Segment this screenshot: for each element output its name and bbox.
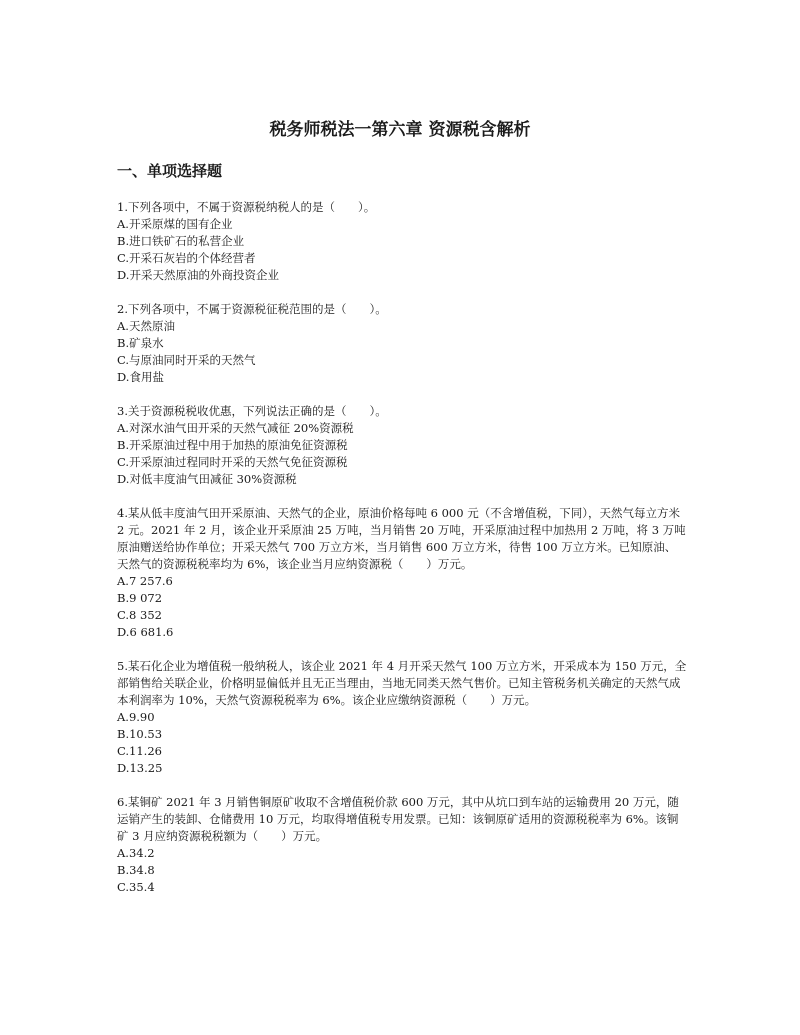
option-a: A.天然原油 — [117, 319, 175, 333]
option-b: B.9 072 — [117, 591, 163, 605]
option-b: B.进口铁矿石的私营企业 — [117, 234, 245, 248]
option-a: A.9.90 — [117, 710, 155, 724]
option-a: A.对深水油气田开采的天然气减征 20%资源税 — [117, 421, 354, 435]
question-1 — [117, 199, 687, 284]
question-list — [117, 199, 687, 913]
question-3 — [117, 403, 687, 488]
option-b: B.矿泉水 — [117, 336, 164, 350]
question-4 — [117, 505, 687, 641]
option-d: D.13.25 — [117, 761, 163, 775]
question-6 — [117, 794, 687, 896]
option-a: A.34.2 — [117, 846, 155, 860]
option-d: D.6 681.6 — [117, 625, 174, 639]
option-c: C.开采原油过程同时开采的天然气免征资源税 — [117, 455, 348, 469]
option-d: D.食用盐 — [117, 370, 164, 384]
option-b: B.34.8 — [117, 863, 155, 877]
question-stem: 6.某铜矿 2021 年 3 月销售铜原矿收取不含增值税价款 600 万元，其中从坑口到车站的运输费用 20 万元，随运销产生的装卸、仓储费用 10 万元，均取得增值税专用发票。已知：该铜原矿适用的资源税税率为 6%。该铜矿 3 月应纳资源税税额为（ ）万元。 — [117, 795, 679, 843]
question-stem: 3.关于资源税税收优惠，下列说法正确的是（ ）。 — [117, 404, 387, 418]
question-2 — [117, 301, 687, 386]
option-c: C.8 352 — [117, 608, 162, 622]
option-d: D.开采天然原油的外商投资企业 — [117, 268, 279, 282]
option-c: C.11.26 — [117, 744, 162, 758]
option-c: C.与原油同时开采的天然气 — [117, 353, 256, 367]
question-stem: 5.某石化企业为增值税一般纳税人，该企业 2021 年 4 月开采天然气 100 万立方米，开采成本为 150 万元，全部销售给关联企业，价格明显偏低并且无正当理由，当地无同类天然气售价。已知主管税务机关确定的天然气成本利润率为 10%，天然气资源税税率为 6%。该企业应缴纳资源税（ ）万元。 — [117, 659, 687, 707]
question-stem: 4.某从低丰度油气田开采原油、天然气的企业，原油价格每吨 6 000 元（不含增值税，下同），天然气每立方米 2 元。2021 年 2 月，该企业开采原油 25 万吨，当月销售 20 万吨，开采原油过程中加热用 2 万吨，将 3 万吨原油赠送给协作单位；开采天然气 700 万立方米，当月销售 600 万立方米，待售 100 万立方米。已知原油、天然气的资源税税率均为 6%，该企业当月应纳资源税（ ）万元。 — [117, 506, 686, 571]
option-c: C.35.4 — [117, 880, 155, 894]
question-5 — [117, 658, 687, 777]
question-stem: 1.下列各项中，不属于资源税纳税人的是（ ）。 — [117, 200, 376, 214]
question-stem: 2.下列各项中，不属于资源税征税范围的是（ ）。 — [117, 302, 387, 316]
option-b: B.10.53 — [117, 727, 163, 741]
option-d: D.对低丰度油气田减征 30%资源税 — [117, 472, 297, 486]
option-c: C.开采石灰岩的个体经营者 — [117, 251, 256, 265]
document-title: 税务师税法一第六章 资源税含解析 — [269, 120, 531, 140]
section-heading: 一、单项选择题 — [117, 162, 223, 180]
option-b: B.开采原油过程中用于加热的原油免征资源税 — [117, 438, 348, 452]
option-a: A.7 257.6 — [117, 574, 173, 588]
option-a: A.开采原煤的国有企业 — [117, 217, 233, 231]
